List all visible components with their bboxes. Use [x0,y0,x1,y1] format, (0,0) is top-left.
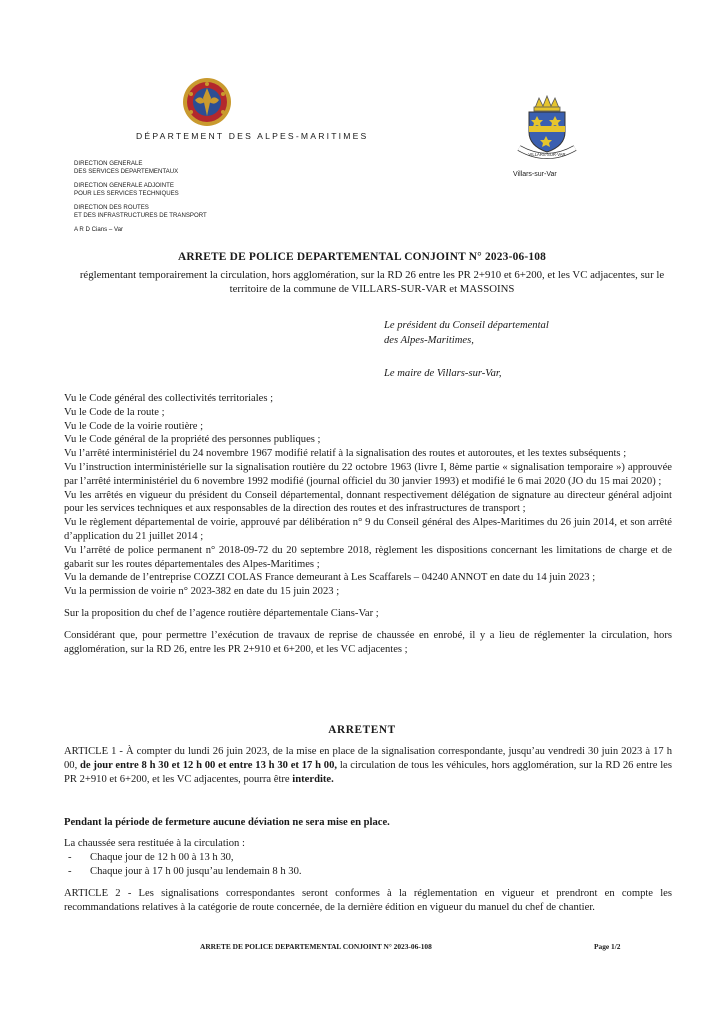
page-number: Page 1/2 [594,942,621,951]
president-line: Le président du Conseil départemental [384,320,549,331]
department-name: DÉPARTEMENT DES ALPES-MARITIMES [136,131,369,141]
vu-item: Vu la demande de l’entreprise COZZI COLAS France demeurant à Les Scaffarels – 04240 ANNOT en date du 14 juin 2023 ; [64,572,596,584]
commune-name: Villars-sur-Var [513,171,557,178]
restitution-item: - Chaque jour de 12 h 00 à 13 h 30, [90,851,672,865]
vu-list [64,392,672,656]
article-1-hours: de jour entre 8 h 30 et 12 h 00 et entre 13 h 30 et 17 h 00, [80,759,338,771]
org-line: POUR LES SERVICES TECHNIQUES [74,190,179,197]
vu-item: Vu la permission de voirie n° 2023-382 en date du 15 juin 2023 ; [64,586,340,598]
proposition: Sur la proposition du chef de l’agence routière départementale Cians-Var ; [64,607,379,619]
restitution-item: - Chaque jour à 17 h 00 jusqu’au lendemain 8 h 30. [90,865,672,879]
org-line: ET DES INFRASTRUCTURES DE TRANSPORT [74,212,207,219]
vu-item: Vu l’arrêté de police permanent n° 2018-09-72 du 20 septembre 2018, règlement les dispositions concernant les limitations de charge et de gabarit sur les routes départementales des Alpes-Maritimes ; [64,544,672,570]
considerant: Considérant que, pour permettre l’exécution de travaux de reprise de chaussée en enrobé, il y a lieu de réglementer la circulation, hors agglomération, sur la RD 26, entre les PR 2+910 et 6+200, et les VC adjacentes ; [64,629,672,655]
vu-item: Vu les arrêtés en vigueur du président du Conseil départemental, donnant respectivement délégation de signature au directeur général adjoint pour les services techniques et aux responsables de la direction des routes et des infrastructures de transport ; [64,489,672,515]
org-line: DIRECTION GENERALE [74,160,143,167]
org-line: DIRECTION DES ROUTES [74,204,149,211]
ard-line: A R D Cians – Var [74,226,123,233]
president-line: des Alpes-Maritimes, [384,335,474,346]
president-signer [384,318,549,348]
arretent-heading: ARRETENT [328,724,396,736]
article-1-text: la circulation de tous les véhicules, hors agglomération, sur la RD 26 entre les PR 2+910 et 6+200, et les VC adjacentes, pourra être [64,759,672,785]
restitution-intro: La chaussée sera restituée à la circulation : [64,838,245,849]
department-logo [180,76,234,128]
vu-item: Vu le Code de la route ; [64,406,165,418]
article-1 [64,745,672,786]
org-line: DIRECTION GENERALE ADJOINTE [74,182,174,189]
maire-signer: Le maire de Villars-sur-Var, [384,368,502,379]
commune-crest [515,94,579,162]
crest-motto: VILLARS·SUR·VAR [528,152,566,157]
vu-item: Vu le Code général de la propriété des personnes publiques ; [64,434,321,446]
article-1-interdite: interdite. [292,773,334,785]
vu-item: Vu l’instruction interministérielle sur la signalisation routière du 22 octobre 1963 (livre I, 8ème partie « signalisation temporaire ») approuvée par l’arrêté interministériel du 6 novembre 1992 modifié (journal officiel du 30 janvier 1993) et modifié le 6 mai 2020 (JO du 15 mai 2020) ; [64,461,672,487]
article-1-text: ARTICLE 1 - À compter du lundi 26 juin 2023, de la mise en place de la signalisation correspondante, jusqu’au vendredi 30 juin 2023 à 17 h 00, [64,746,672,771]
restitution-block [64,837,672,878]
decree-title: ARRETE DE POLICE DEPARTEMENTAL CONJOINT N° 2023-06-108 [177,251,547,263]
org-line: DES SERVICES DEPARTEMENTAUX [74,168,179,175]
org-block [74,160,207,234]
vu-item: Vu le Code général des collectivités territoriales ; [64,393,274,404]
no-deviation-notice: Pendant la période de fermeture aucune déviation ne sera mise en place. [64,817,390,828]
article-2: ARTICLE 2 - Les signalisations correspondantes seront conformes à la réglementation en vigueur et prendront en compte les recommandations relatives à la catégorie de route concernée, de la dernière édition en vigueur du manuel du chef de chantier. [64,888,672,913]
vu-item: Vu l’arrêté interministériel du 24 novembre 1967 modifié relatif à la signalisation des routes et autoroutes, et les textes subséquents ; [64,448,627,460]
decree-subtitle: réglementant temporairement la circulation, hors agglomération, sur la RD 26 entre les PR 2+910 et 6+200, et les VC adjacentes, sur le territoire de la commune de VILLARS-SUR-VAR et MASSOINS [79,269,665,295]
footer-title: ARRETE DE POLICE DEPARTEMENTAL CONJOINT N° 2023-06-108 [200,942,432,951]
vu-item: Vu le règlement départemental de voirie, approuvé par délibération n° 9 du Conseil général des Alpes-Maritimes du 26 juin 2014, et son arrêté d’application du 21 juillet 2014 ; [64,517,672,542]
vu-item: Vu le Code de la voirie routière ; [64,420,204,432]
